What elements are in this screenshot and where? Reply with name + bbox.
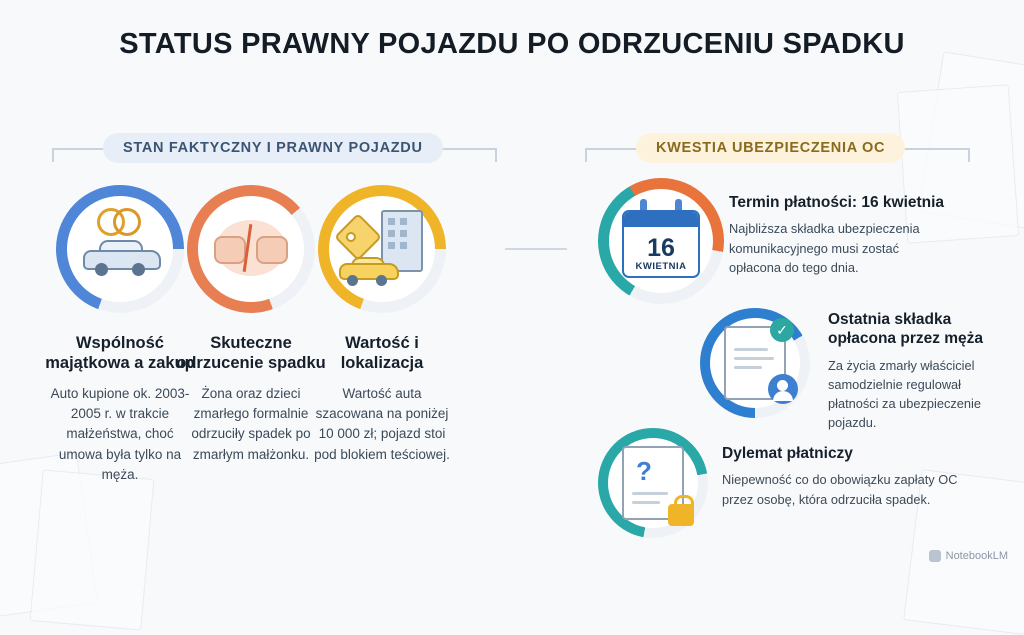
wedding-rings-car-icon bbox=[77, 206, 163, 292]
insurance-circle-3 bbox=[598, 428, 708, 538]
step-heading-1: Wspólność majątkowa a zakup bbox=[45, 334, 195, 373]
brand-label: NotebookLM bbox=[945, 550, 1008, 562]
step-caption-2 bbox=[176, 333, 326, 465]
calendar-day: 16 bbox=[647, 234, 675, 262]
insurance-circle-2 bbox=[700, 308, 810, 418]
step-circle-2 bbox=[187, 185, 315, 313]
calendar-icon bbox=[622, 204, 700, 278]
step-heading-2: Skuteczne odrzucenie spadku bbox=[176, 334, 326, 373]
right-section-header: KWESTIA UBEZPIECZENIA OC bbox=[636, 133, 905, 163]
document-check-person-icon: ✓ bbox=[724, 326, 786, 400]
insurance-item-2 bbox=[828, 310, 1006, 433]
step-body-3: Wartość auta szacowana na poniżej 10 000 zł; pojazd stoi pod blokiem teściowej. bbox=[314, 385, 450, 462]
insurance-body-1: Najbliższa składka ubezpieczenia komunikacyjnego musi zostać opłacona do tego dnia. bbox=[729, 221, 920, 275]
insurance-heading-3: Dylemat płatniczy bbox=[722, 445, 853, 462]
insurance-circle-1 bbox=[598, 178, 724, 304]
price-tag-building-icon bbox=[339, 206, 425, 292]
step-heading-3: Wartość i lokalizacja bbox=[340, 334, 424, 373]
insurance-body-2: Za życia zmarły właściciel samodzielnie regulował płatności za ubezpieczenie pojazdu. bbox=[828, 357, 981, 431]
insurance-heading-2: Ostatnia składka opłacona przez męża bbox=[828, 311, 984, 348]
page-title: STATUS PRAWNY POJAZDU PO ODRZUCENIU SPADKU bbox=[119, 28, 905, 60]
brand-footer bbox=[929, 550, 1008, 562]
group-connector-line bbox=[505, 248, 567, 250]
left-section-header: STAN FAKTYCZNY I PRAWNY POJAZDU bbox=[103, 133, 443, 163]
insurance-body-3: Niepewność co do obowiązku zapłaty OC przez osobę, która odrzuciła spadek. bbox=[722, 472, 958, 507]
insurance-heading-1: Termin płatności: 16 kwietnia bbox=[729, 194, 945, 211]
step-body-2: Żona oraz dzieci zmarłego formalnie odrzuciły spadek po zmarłym małżonku. bbox=[191, 385, 311, 462]
insurance-item-1 bbox=[729, 193, 954, 277]
step-body-1: Auto kupione ok. 2003-2005 r. w trakcie małżeństwa, choć umowa była tylko na męża. bbox=[50, 385, 190, 482]
calendar-month: KWIETNIA bbox=[635, 261, 687, 272]
broken-hands-icon bbox=[208, 206, 294, 292]
document-question-lock-icon: ? bbox=[622, 446, 684, 520]
step-caption-1 bbox=[45, 333, 195, 485]
step-circle-3 bbox=[318, 185, 446, 313]
step-circle-1 bbox=[56, 185, 184, 313]
notebooklm-logo-icon bbox=[929, 550, 941, 562]
insurance-item-3 bbox=[722, 444, 972, 509]
step-caption-3 bbox=[307, 333, 457, 465]
decorative-document bbox=[30, 469, 155, 630]
